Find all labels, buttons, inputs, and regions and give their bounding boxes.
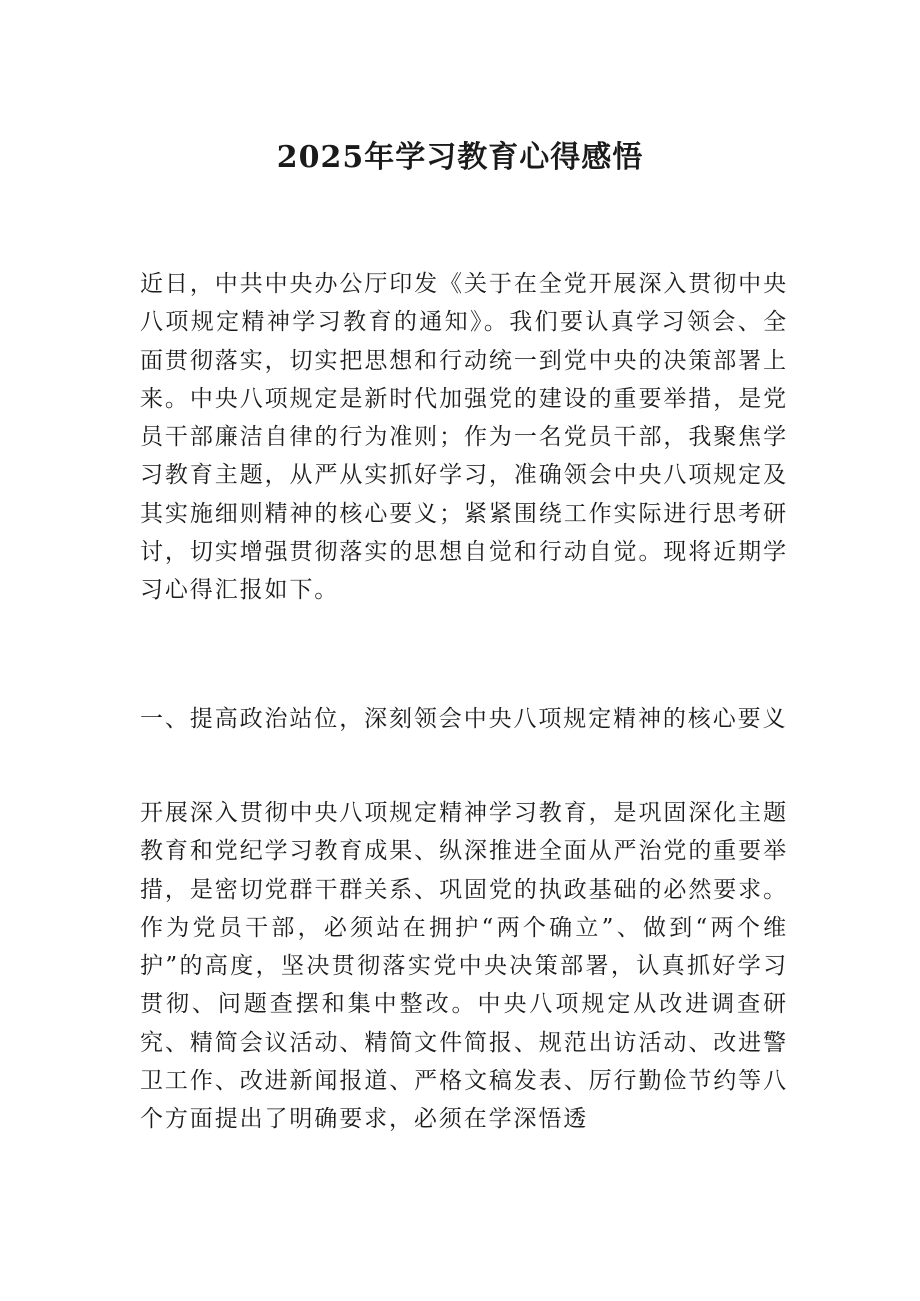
section-paragraph: 开展深入贯彻中央八项规定精神学习教育，是巩固深化主题教育和党纪学习教育成果、纵深推进全面从严治党的重要举措，是密切党群干群关系、巩固党的执政基础的必然要求。作为党员干部，必须站在拥护“两个确立”、做到“两个维护”的高度，坚决贯彻落实党中央决策部署，认真抓好学习贯彻、问题查摆和集中整改。中央八项规定从改进调查研究、精简会议活动、精简文件简报、规范出访活动、改进警卫工作、改进新闻报道、严格文稿发表、厉行勤俭节约等八个方面提出了明确要求，必须在学深悟透 bbox=[140, 800, 788, 1133]
document-title: 2025年学习教育心得感悟 bbox=[276, 140, 644, 175]
intro-paragraph: 近日，中共中央办公厅印发《关于在全党开展深入贯彻中央八项规定精神学习教育的通知》。我们要认真学习领会、全面贯彻落实，切实把思想和行动统一到党中央的决策部署上来。中央八项规定是新时代加强党的建设的重要举措，是党员干部廉洁自律的行为准则；作为一名党员干部，我聚焦学习教育主题，从严从实抓好学习，准确领会中央八项规定及其实施细则精神的核心要义；紧紧围绕工作实际进行思考研讨，切实增强贯彻落实的思想自觉和行动自觉。现将近期学习心得汇报如下。 bbox=[140, 271, 788, 604]
section-heading: 一、提高政治站位，深刻领会中央八项规定精神的核心要义 bbox=[140, 706, 788, 732]
